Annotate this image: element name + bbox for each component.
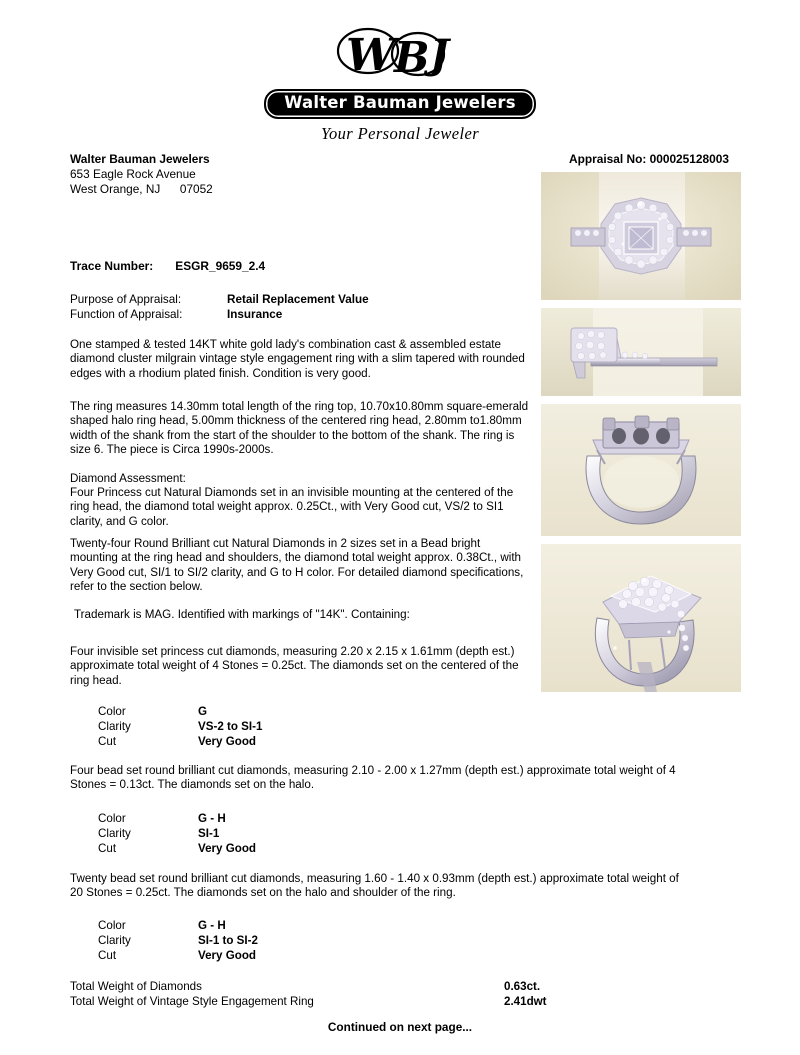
continued-notice: Continued on next page...: [327, 1020, 473, 1034]
stone-group-2-spec-table: [98, 811, 256, 857]
ring-photo-side-profile-view: [541, 308, 741, 396]
spec-key: Clarity: [98, 934, 131, 948]
spec-row: [98, 933, 258, 948]
stone-group-3-description: Twenty bead set round brilliant cut diamonds, measuring 1.60 - 1.40 x 0.93mm (depth est.) approximate total weight of 20 Stones = 0.25ct. The diamonds set on the halo and shoulder of the ring.: [70, 872, 679, 900]
diamond-assessment-paragraph-2: Twenty-four Round Brilliant cut Natural Diamonds in 2 sizes set in a Bead bright mounting at the ring head and shoulders, the diamond total weight approx. 0.38Ct., with Very Good cut, SI/1 to SI/2 clarity, and G to H color. For detailed diamond specifications, refer to the section below.: [70, 537, 524, 594]
trace-number-row: [70, 259, 265, 273]
function-value: Insurance: [227, 308, 283, 321]
svg-text:W: W: [346, 30, 396, 81]
total-label: Total Weight of Diamonds: [70, 980, 202, 993]
purpose-label: Purpose of Appraisal:: [70, 293, 182, 306]
spec-key: Cut: [98, 949, 117, 963]
stone-group-3-spec-table: [98, 918, 258, 964]
spec-value: VS-2 to SI-1: [198, 720, 263, 734]
spec-row: [98, 841, 256, 856]
total-value: 2.41dwt: [504, 995, 547, 1008]
trace-number-value: ESGR_9659_2.4: [175, 259, 266, 273]
spec-value: Very Good: [198, 949, 256, 963]
total-label: Total Weight of Vintage Style Engagement Ring: [70, 995, 314, 1008]
totals-table: [70, 979, 710, 1009]
firm-address-line2: West Orange, NJ 07052: [70, 181, 213, 196]
spec-key: Cut: [98, 842, 117, 856]
total-row: [70, 994, 710, 1009]
ring-photo-three-quarter-view: [541, 544, 741, 692]
spec-row: [98, 704, 262, 719]
total-row: [70, 979, 710, 994]
svg-text:B: B: [394, 33, 430, 82]
spec-value: Very Good: [198, 735, 256, 749]
logo-name-bar: Walter Bauman Jewelers: [264, 89, 536, 119]
spec-key: Clarity: [98, 827, 131, 841]
svg-text:J: J: [430, 31, 449, 78]
measurements-paragraph: The ring measures 14.30mm total length of the ring top, 10.70x10.80mm square-emerald shaped halo ring head, 5.00mm thickness of the centered ring head, 2.80mm to1.80mm width of the shank from the start of the shoulder to the bottom of the shank. The ring is size 6. The piece is Circa 1990s-2000s.: [70, 400, 529, 457]
firm-address: [70, 167, 213, 196]
firm-name: Walter Bauman Jewelers: [70, 152, 210, 166]
spec-value: G: [198, 705, 208, 718]
ring-photo-top-view: [541, 172, 741, 300]
stone-group-1-description: Four invisible set princess cut diamonds, measuring 2.20 x 2.15 x 1.61mm (depth est.) approximate total weight of 4 Stones = 0.25ct. The diamonds set on the centered of the ring head.: [70, 645, 519, 687]
spec-value: Very Good: [198, 842, 256, 856]
trademark-line: Trademark is MAG. Identified with markings of "14K". Containing:: [74, 608, 410, 621]
spec-value: SI-1 to SI-2: [198, 934, 258, 948]
spec-row: [98, 734, 262, 749]
diamond-assessment-paragraph-1: Four Princess cut Natural Diamonds set in an invisible mounting at the centered of the ring head, the diamond total weight approx. 0.25Ct., with Very Good cut, VS/2 to SI1 clarity, and G color.: [70, 486, 514, 528]
function-label: Function of Appraisal:: [70, 308, 183, 321]
spec-row: [98, 719, 262, 734]
stone-group-1-spec-table: [98, 704, 262, 750]
company-logo: [0, 26, 800, 144]
stone-group-2-description: Four bead set round brilliant cut diamonds, measuring 2.10 - 2.00 x 1.27mm (depth est.) approximate total weight of 4 Stones = 0.13ct. The diamonds set on the halo.: [70, 764, 676, 792]
item-description-paragraph: One stamped & tested 14KT white gold lady's combination cast & assembled estate diamond cluster milgrain vintage style engagement ring with a slim tapered with rounded edges with a rhodium plated finish. Condition is very good.: [70, 338, 525, 380]
spec-row: [98, 826, 256, 841]
spec-row: [98, 948, 258, 963]
spec-row: [98, 811, 256, 826]
spec-value: G - H: [198, 812, 226, 825]
ring-photo-back-inside-view: [541, 404, 741, 536]
spec-key: Color: [98, 812, 126, 825]
purpose-value: Retail Replacement Value: [227, 293, 369, 306]
logo-tagline: Your Personal Jeweler: [320, 123, 480, 143]
spec-key: Color: [98, 919, 126, 932]
diamond-assessment-heading: Diamond Assessment:: [70, 472, 186, 485]
total-value: 0.63ct.: [504, 980, 541, 993]
spec-key: Cut: [98, 735, 117, 749]
spec-value: SI-1: [198, 827, 220, 841]
spec-key: Color: [98, 705, 126, 718]
firm-address-line1: 653 Eagle Rock Avenue: [70, 167, 196, 181]
wbj-monogram-icon: [290, 26, 510, 88]
spec-row: [98, 918, 258, 933]
trace-number-label: Trace Number:: [70, 259, 154, 273]
spec-key: Clarity: [98, 720, 131, 734]
function-of-appraisal-row: [70, 308, 282, 321]
appraisal-number: Appraisal No: 000025128003: [569, 152, 729, 166]
purpose-of-appraisal-row: [70, 293, 369, 306]
spec-value: G - H: [198, 919, 226, 932]
